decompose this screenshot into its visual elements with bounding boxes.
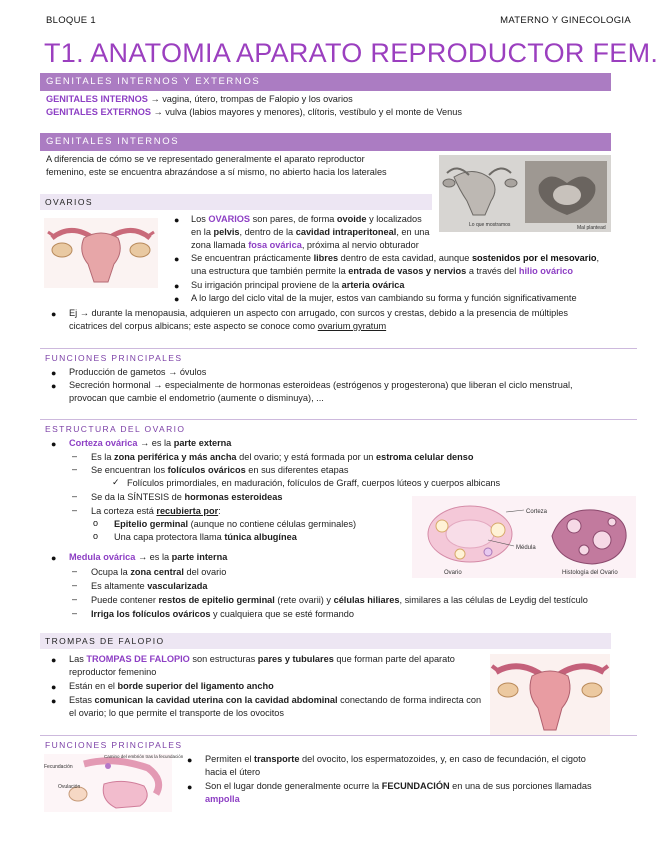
subheading-estructura: ESTRUCTURA DEL OVARIO xyxy=(45,424,186,434)
bullet: ● xyxy=(51,439,57,449)
bullet: ● xyxy=(187,782,193,792)
bullet: ● xyxy=(51,682,57,692)
medula-line: Medula ovárica → es la parte interna xyxy=(69,552,228,562)
funciones2-b1: Permiten el transporte del ovocito, los espermatozoides, y, en caso de fecundación, el cigoto xyxy=(205,754,586,764)
ovarios-b5-line2: cicatrices del corpus albicans; este aspecto se conoce como ovarium gyratum xyxy=(69,321,387,331)
fig-label-medula: Médula xyxy=(516,545,536,551)
fallopian-tubes-illustration xyxy=(490,654,610,735)
funciones-b2: Secreción hormonal → especialmente de hormonas esteroideas (estrógenos y progesterona) que liberan el ciclo menstrual, xyxy=(69,380,573,390)
bullet: ● xyxy=(174,254,180,264)
corteza-c2: Se encuentran los folículos ováricos en sus diferentes etapas xyxy=(91,465,349,475)
page-title: T1. ANATOMIA APARATO REPRODUCTOR FEM. xyxy=(44,38,658,68)
bullet: ● xyxy=(51,381,57,391)
circle-bullet: o xyxy=(93,518,99,528)
ovarios-b4: A lo largo del ciclo vital de la mujer, estos van cambiando su forma y función significativamente xyxy=(191,293,577,303)
corteza-c4b: Una capa protectora llama túnica albugínea xyxy=(114,532,297,542)
ovarios-b2: Se encuentran prácticamente libres dentro de esta cavidad, aunque sostenidos por el mesovario, xyxy=(191,253,600,263)
subheading-funciones: FUNCIONES PRINCIPALES xyxy=(45,353,183,363)
dash: – xyxy=(72,580,78,590)
dash: – xyxy=(72,464,78,474)
bullet: ● xyxy=(174,215,180,225)
ovarios-b3: Su irrigación principal proviene de la arteria ovárica xyxy=(191,280,405,290)
medula-m1: Ocupa la zona central del ovario xyxy=(91,567,227,577)
trompas-b2: Están en el borde superior del ligamento ancho xyxy=(69,681,274,691)
fig-caption-1: Lo que mostramos xyxy=(469,222,511,228)
ovarios-b1-line2: en la pelvis, dentro de la cavidad intraperitoneal, en una xyxy=(191,227,430,237)
dash: – xyxy=(72,451,78,461)
ovary-histology-figure xyxy=(412,496,636,578)
dash: – xyxy=(72,491,78,501)
trompas-b1: Las TROMPAS DE FALOPIO son estructuras pares y tubulares que forman parte del aparato xyxy=(69,654,455,664)
check-icon: ✓ xyxy=(112,477,120,487)
trompas-b3: Estas comunican la cavidad uterina con la cavidad abdominal conectando de forma indirecta con xyxy=(69,695,482,705)
bullet: ● xyxy=(51,309,57,319)
dash: – xyxy=(72,505,78,515)
subheading-funciones-2: FUNCIONES PRINCIPALES xyxy=(45,740,183,750)
subheading-trompas: TROMPAS DE FALOPIO xyxy=(40,633,611,649)
fig-label-fecundacion: Fecundación xyxy=(44,764,73,770)
fig-label-ovulacion: Ovulación xyxy=(58,784,81,790)
funciones2-b1-line2: hacia el útero xyxy=(205,767,261,777)
corteza-c4a: Epitelio germinal (aunque no contiene células germinales) xyxy=(114,519,357,529)
dash: – xyxy=(72,608,78,618)
fig-caption-2: Mal plantead xyxy=(577,225,606,231)
corteza-c1: Es la zona periférica y más ancha del ovario; y está formada por un estroma celular denso xyxy=(91,452,474,462)
bullet: ● xyxy=(51,368,57,378)
corteza-line: Corteza ovárica → es la parte externa xyxy=(69,438,232,448)
uterus-comparison-figure xyxy=(439,155,611,232)
ovaries-illustration xyxy=(44,218,158,288)
genitales-externos-line: GENITALES EXTERNOS → vulva (labios mayores y menores), clítoris, vestíbulo y el monte de Venus xyxy=(46,107,462,117)
fertilization-illustration xyxy=(44,754,184,812)
medula-m4: Irriga los folículos ováricos y cualquiera que se esté formando xyxy=(91,609,354,619)
subheading-ovarios: OVARIOS xyxy=(40,194,432,210)
intro-line-2: femenino, este se encuentra abrazándose a sí mismo, no abierto hacia los laterales xyxy=(46,167,387,177)
divider xyxy=(40,348,637,349)
fig-label-histologia: Histología del Ovario xyxy=(562,570,618,576)
genitales-internos-line: GENITALES INTERNOS → vagina, útero, trompas de Falopio y los ovarios xyxy=(46,94,353,104)
trompas-b3-line2: el ovario; lo que permite el transporte de los ovocitos xyxy=(69,708,285,718)
ovarios-b2-line2: una estructura que también permite la entrada de vasos y nervios a través del hilio ovárico xyxy=(191,266,573,276)
bullet: ● xyxy=(51,696,57,706)
medula-m3: Puede contener restos de epitelio germinal (rete ovarii) y células hiliares, similares a las células de Leydig del testículo xyxy=(91,595,588,605)
section-bar-genitales: GENITALES INTERNOS Y EXTERNOS xyxy=(40,73,611,91)
dash: – xyxy=(72,566,78,576)
header-right: MATERNO Y GINECOLOGIA xyxy=(500,15,631,26)
funciones2-b2-line2: ampolla xyxy=(205,794,240,804)
corteza-c3: Se da la SÍNTESIS de hormonas esteroideas xyxy=(91,492,283,502)
funciones-b2-line2: provocan que cambie el endometrio (aumente o disminuya), ... xyxy=(69,393,324,403)
header-left: BLOQUE 1 xyxy=(46,15,96,26)
bullet: ● xyxy=(174,294,180,304)
divider xyxy=(40,419,637,420)
fig-label-corteza: Corteza xyxy=(526,509,548,515)
corteza-c2a: Folículos primordiales, en maduración, folículos de Graff, cuerpos lúteos y cuerpos albicans xyxy=(127,478,501,488)
bullet: ● xyxy=(187,755,193,765)
dash: – xyxy=(72,594,78,604)
bullet: ● xyxy=(51,655,57,665)
fig-label-ovario: Ovario xyxy=(444,570,462,576)
ovarios-b1: Los OVARIOS son pares, de forma ovoide y localizados xyxy=(191,214,422,224)
section-bar-internos: GENITALES INTERNOS xyxy=(40,133,611,151)
divider xyxy=(40,735,637,736)
ovarios-b1-line3: zona llamada fosa ovárica, próxima al nervio obturador xyxy=(191,240,419,250)
corteza-c4: La corteza está recubierta por: xyxy=(91,506,221,516)
ovarios-b5: Ej → durante la menopausia, adquieren un aspecto con arrugado, con surcos y crestas, debido a la presencia de múltiples xyxy=(69,308,568,318)
funciones2-b2: Son el lugar donde generalmente ocurre la FECUNDACIÓN en una de sus porciones llamadas xyxy=(205,781,592,791)
fig-label-camino: Camino del embrión tras la fecundación xyxy=(104,754,184,759)
funciones-b1: Producción de gametos → óvulos xyxy=(69,367,207,377)
intro-line-1: A diferencia de cómo se ve representado generalmente el aparato reproductor xyxy=(46,154,365,164)
circle-bullet: o xyxy=(93,531,99,541)
bullet: ● xyxy=(51,553,57,563)
bullet: ● xyxy=(174,281,180,291)
trompas-b1-line2: reproductor femenino xyxy=(69,667,157,677)
medula-m2: Es altamente vascularizada xyxy=(91,581,208,591)
